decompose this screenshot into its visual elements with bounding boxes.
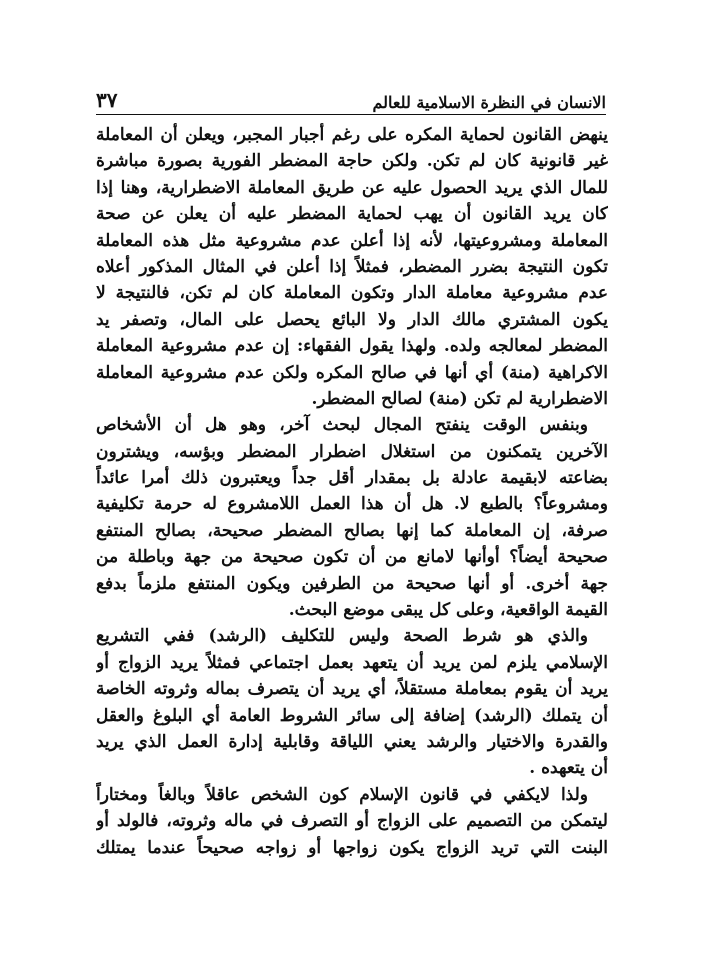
text-line: يكون المشتري مالك الدار ولا البائع يحصل على المال، وتصفر يد [96, 309, 608, 330]
text-line: تكون النتيجة بضرر المضطر، فمثلاً إذا أعلن في المثال المذكور أعلاه [96, 256, 608, 277]
text-line: صحيحة أيضاً؟ أوأنها لامانع من أن تكون صحيحة من جهة وباطلة من [96, 547, 608, 568]
text-line: الاكراهية (منة) أي أنها في صالح المكره ولكن عدم مشروعية المعاملة [96, 362, 608, 383]
text-line: البنت التي تريد الزواج يكون زواجها أو زواجه صحيحاً عندما يمتلك [96, 837, 608, 858]
paragraph [96, 623, 608, 781]
page-number: ٣٧ [96, 88, 118, 112]
text-line: وبنفس الوقت ينفتح المجال لبحث آخر، وهو هل أن الأشخاص [96, 415, 588, 436]
text-line: غير قانونية كان لم تكن. ولكن حاجة المضطر الفورية بصورة مباشرة [96, 151, 608, 172]
text-line: بضاعته لابقيمة عادلة بل بمقدار أقل جداً ويعتبرون ذلك أمرا عائداً [96, 468, 608, 489]
text-line: يريد أن يقوم بمعاملة مستقلاً، أي يريد أن يتصرف بماله وثروته الخاصة [96, 679, 608, 700]
text-line: ومشروعاً؟ بالطبع لا. هل أن هذا العمل اللامشروع له حرمة تكليفية [96, 494, 608, 515]
text-line: والذي هو شرط الصحة وليس للتكليف (الرشد) ففي التشريع [96, 626, 588, 647]
running-header-title: الانسان في النظرة الاسلامية للعالم [372, 93, 606, 112]
text-line: الآخرين يتمكنون من استغلال اضطرار المضطر وبؤسه، ويشترون [96, 441, 608, 462]
text-line: أن يتعهده . [529, 758, 608, 779]
text-line: المعاملة ومشروعيتها، لأنه إذا أعلن عدم مشروعية مثل هذه المعاملة [96, 230, 608, 251]
running-header [96, 78, 606, 115]
text-line: كان يريد القانون أن يهب لحماية المضطر عليه أن يعلن عن صحة [96, 204, 608, 225]
text-line: والقدرة والاختيار والرشد يعني اللياقة وقابلية إدارة العمل الذي يريد [96, 731, 608, 752]
text-line: للمال الذي يريد الحصول عليه عن طريق المعاملة الاضطرارية، وهنا إذا [96, 177, 608, 198]
text-line: جهة أخرى. أو أنها صحيحة من الطرفين ويكون المنتفع ملزماً بدفع [96, 573, 608, 594]
text-line: ليتمكن من التصميم على الزواج أو التصرف في ماله وثروته، فالولد أو [96, 811, 608, 832]
text-line: عدم مشروعية معاملة الدار وتكون المعاملة كان لم تكن، فالنتيجة لا [96, 283, 608, 304]
body-text [96, 122, 608, 861]
text-line: الاضطرارية لم تكن (منة) لصالح المضطر. [311, 388, 608, 409]
paragraph [96, 122, 608, 412]
text-line: الإسلامي يلزم لمن يريد أن يتعهد بعمل اجتماعي فمثلاً يريد الزواج أو [96, 652, 608, 673]
text-line: ولذا لايكفي في قانون الإسلام كون الشخص عاقلاً وبالغاً ومختاراً [96, 784, 588, 805]
paragraph [96, 782, 608, 861]
text-line: ينهض القانون لحماية المكره على رغم أجبار المجبر، ويعلن أن المعاملة [96, 125, 608, 145]
paragraph [96, 412, 608, 623]
text-line: المضطر لمعالجه ولده. ولهذا يقول الفقهاء: إن عدم مشروعية المعاملة [96, 336, 608, 357]
text-line: أن يتملك (الرشد) إضافة إلى سائر الشروط العامة أي البلوغ والعقل [96, 705, 608, 726]
text-line: القيمة الواقعية، وعلى كل يبقى موضع البحث. [288, 600, 608, 621]
text-line: صرفة، إن المعاملة كما إنها بصالح المضطر صحيحة، بصالح المنتفع [96, 520, 608, 541]
